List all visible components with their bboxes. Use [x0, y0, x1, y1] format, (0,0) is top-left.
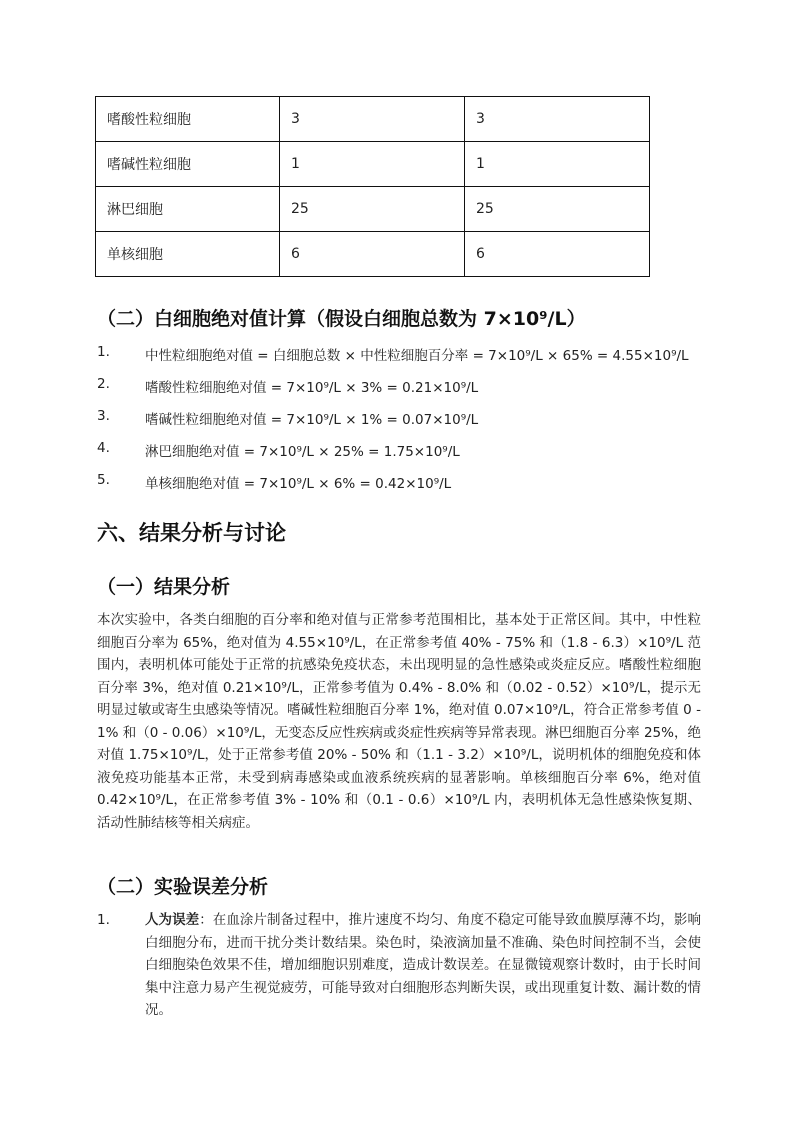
cell-type: 淋巴细胞: [96, 187, 280, 232]
count-a: 6: [280, 232, 465, 277]
list-number: 1.: [97, 344, 110, 360]
list-item: [97, 440, 717, 472]
list-text: 单核细胞绝对值 = 7×10⁹/L × 6% = 0.42×10⁹/L: [145, 476, 452, 492]
table-row: [96, 142, 650, 187]
list-number: 5.: [97, 472, 110, 488]
table-row: [96, 97, 650, 142]
count-a: 25: [280, 187, 465, 232]
count-b: 6: [465, 232, 650, 277]
section-heading: 六、结果分析与讨论: [97, 521, 286, 545]
list-text: 中性粒细胞绝对值 = 白细胞总数 × 中性粒细胞百分率 = 7×10⁹/L × 65% = 4.55×10⁹/L: [145, 348, 689, 364]
list-item: [97, 376, 717, 408]
analysis-paragraph: 本次实验中，各类白细胞的百分率和绝对值与正常参考范围相比，基本处于正常区间。其中，中性粒细胞百分率为 65%，绝对值为 4.55×10⁹/L，在正常参考值 40% - 75% 和（1.8 - 6.3）×10⁹/L 范围内，表明机体可能处于正常的抗感染免疫状态，未出现明显的急性感染或炎症反应。嗜酸性粒细胞百分率 3%，绝对值 0.21×10⁹/L，正常参考值为 0.4% - 8.0% 和（0.02 - 0.52）×10⁹/L，提示无明显过敏或寄生虫感染等情况。嗜碱性粒细胞百分率 1%，绝对值 0.07×10⁹/L，符合正常参考值 0 - 1% 和（0 - 0.06）×10⁹/L，无变态反应性疾病或炎症性疾病等异常表现。淋巴细胞百分率 25%，绝对值 1.75×10⁹/L，处于正常参考值 20% - 50% 和（1.1 - 3.2）×10⁹/L，说明机体的细胞免疫和体液免疫功能基本正常，未受到病毒感染或血液系统疾病的显著影响。单核细胞百分率 6%，绝对值 0.42×10⁹/L，在正常参考值 3% - 10% 和（0.1 - 0.6）×10⁹/L 内，表明机体无急性感染恢复期、活动性肺结核等相关病症。: [97, 612, 701, 831]
list-item: [97, 344, 717, 376]
calc-heading: （二）白细胞绝对值计算（假设白细胞总数为 7×10⁹/L）: [97, 308, 586, 330]
table-row: [96, 232, 650, 277]
count-b: 25: [465, 187, 650, 232]
analysis-heading: （一）结果分析: [97, 576, 231, 598]
count-a: 1: [280, 142, 465, 187]
error-text-block: [145, 909, 701, 1022]
error-heading: （二）实验误差分析: [97, 876, 269, 898]
count-a: 3: [280, 97, 465, 142]
cell-type: 嗜酸性粒细胞: [96, 97, 280, 142]
error-label: 人为误差: [145, 912, 200, 928]
list-text: 淋巴细胞绝对值 = 7×10⁹/L × 25% = 1.75×10⁹/L: [145, 444, 460, 460]
list-number: 2.: [97, 376, 110, 392]
count-b: 1: [465, 142, 650, 187]
wbc-count-table: [95, 96, 650, 277]
list-item: [97, 472, 717, 504]
table-row: [96, 187, 650, 232]
count-b: 3: [465, 97, 650, 142]
list-number: 4.: [97, 440, 110, 456]
cell-type: 单核细胞: [96, 232, 280, 277]
list-number: 3.: [97, 408, 110, 424]
list-number: 1.: [97, 912, 110, 928]
list-item: [97, 408, 717, 440]
calc-list: [97, 344, 717, 504]
list-text: 嗜酸性粒细胞绝对值 = 7×10⁹/L × 3% = 0.21×10⁹/L: [145, 380, 479, 396]
list-text: 嗜碱性粒细胞绝对值 = 7×10⁹/L × 1% = 0.07×10⁹/L: [145, 412, 479, 428]
error-list-item: [97, 909, 701, 1022]
error-text: ：在血涂片制备过程中，推片速度不均匀、角度不稳定可能导致血膜厚薄不均，影响白细胞分布，进而干扰分类计数结果。染色时，染液滴加量不准确、染色时间控制不当，会使白细胞染色效果不佳，增加细胞识别难度，造成计数误差。在显微镜观察计数时，由于长时间集中注意力易产生视觉疲劳，可能导致对白细胞形态判断失误，或出现重复计数、漏计数的情况。: [145, 912, 701, 1018]
cell-type: 嗜碱性粒细胞: [96, 142, 280, 187]
